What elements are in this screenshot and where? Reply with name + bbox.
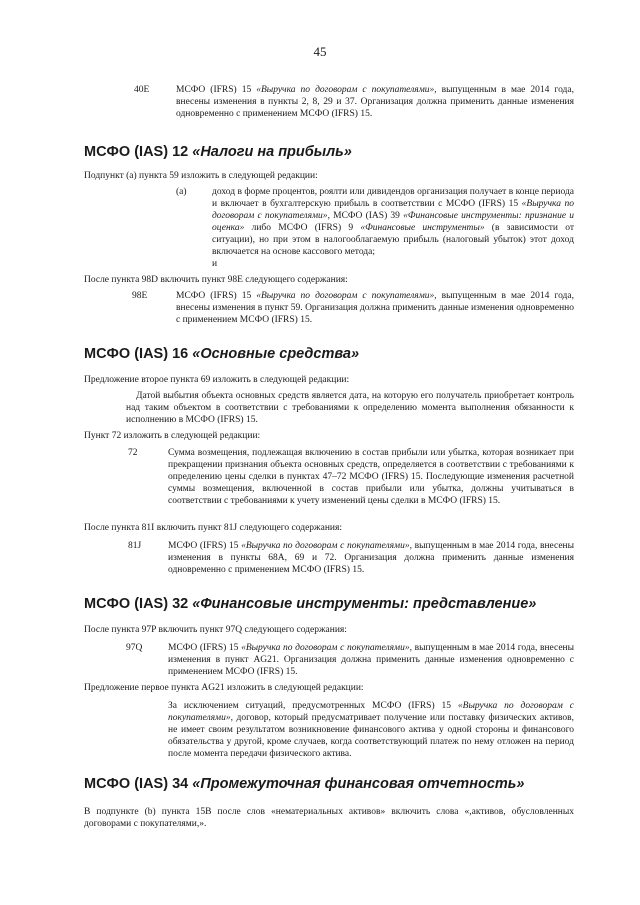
instruction-ias32-ag21: Предложение первое пункта AG21 изложить в следующей редакции: <box>84 683 364 693</box>
paragraph-81j <box>168 540 574 576</box>
paragraph-72: Сумма возмещения, подлежащая включению в состав прибыли или убытка, которая возникает при прекращении признания объекта основных средств, определяется в соответствии с требованиями к определению цены сделки в пунктах 47–72 МСФО (IFRS) 15. Последующие изменения расчетной суммы возмещения, включенной в состав прибыли или убытка, должны учитываться в соответствии с требованиями к учету изменений цены сделки в МСФО (IFRS) 15. <box>168 448 574 506</box>
p40e-standard-title: «Выручка по договорам с покупателями» <box>256 85 435 95</box>
heading-ias16-title: «Основные средства» <box>192 346 360 362</box>
instruction-ias16-72: Пункт 72 изложить в следующей редакции: <box>84 431 261 441</box>
ag21-standard-title: «Выручка по договорам с покупателями» <box>168 701 574 723</box>
instruction-ias16-81j: После пункта 81I включить пункт 81J следующего содержания: <box>84 523 343 533</box>
paragraph-97q <box>168 642 574 678</box>
p59a-ifrs9-title: «Финансовые инструменты» <box>360 223 485 233</box>
section-heading-ias34 <box>84 776 604 792</box>
paragraph-98e <box>176 290 574 326</box>
heading-ias34-title: «Промежуточная финансовая отчетность» <box>192 776 525 792</box>
p97q-text-1: МСФО (IFRS) 15 <box>168 643 242 653</box>
page-number: 45 <box>313 44 327 59</box>
p59a-text-1: доход в форме процентов, роялти или дивидендов организация получает в конце периода и включает в бухгалтерскую прибыль в соответствии с МСФО (IFRS) 15 <box>212 187 574 209</box>
ag21-text-1: За исключением ситуаций, предусмотренных МСФО (IFRS) 15 <box>168 701 458 711</box>
heading-ias16-number: МСФО (IAS) 16 <box>84 346 193 362</box>
subparagraph-59a <box>212 186 574 258</box>
p97q-text-2: , выпущенным в мае 2014 года, внесены изменения в пункт AG21. Организация должна применить данные изменения одновременно с применением МСФО (IFRS) 15. <box>168 643 575 677</box>
paragraph-label-72: 72 <box>128 448 138 458</box>
p81j-standard-title: «Выручка по договорам с покупателями» <box>241 541 410 551</box>
p97q-standard-title: «Выручка по договорам с покупателями» <box>241 643 410 653</box>
p59a-ifrs15-title: «Выручка по договорам с покупателями» <box>212 199 574 221</box>
instruction-ias32-97q: После пункта 97P включить пункт 97Q следующего содержания: <box>84 625 347 635</box>
section-heading-ias32 <box>84 596 604 612</box>
p81j-text-1: МСФО (IFRS) 15 <box>168 541 242 551</box>
paragraph-label-81j: 81J <box>128 541 142 551</box>
heading-ias12-number: МСФО (IAS) 12 <box>84 144 193 160</box>
p59a-text-3: либо МСФО (IFRS) 9 <box>244 223 361 233</box>
p59a-ias39-title: «Финансовые инструменты: признание и оценка» <box>212 211 574 233</box>
p98e-text-2: , выпущенным в мае 2014 года, внесены изменения в пункт 59. Организация должна применить данные изменения одновременно с применением МСФО (IFRS) 15. <box>176 291 574 325</box>
p59a-text-4: (в зависимости от ситуации), но при этом в налогооблагаемую прибыль (налоговый убыток) этот доход включается на основе кассового метода; <box>212 223 574 257</box>
p98e-standard-title: «Выручка по договорам с покупателями» <box>256 291 435 301</box>
paragraph-label-40e: 40E <box>134 85 150 95</box>
paragraph-ias34-15b: В подпункте (b) пункта 15B после слов «нематериальных активов» включить слова «,активов, обусловленных договорами с покупателями,». <box>84 807 574 829</box>
section-heading-ias12 <box>84 144 604 160</box>
instruction-ias16-69: Предложение второе пункта 69 изложить в следующей редакции: <box>84 375 350 385</box>
conjunction-and: и <box>212 259 218 269</box>
heading-ias32-number: МСФО (IAS) 32 <box>84 596 193 612</box>
instruction-ias12-59a: Подпункт (a) пункта 59 изложить в следующей редакции: <box>84 171 318 181</box>
p59a-text-2: , МСФО (IAS) 39 <box>327 211 404 221</box>
p40e-text-1: МСФО (IFRS) 15 <box>176 85 257 95</box>
paragraph-label-97q: 97Q <box>126 643 143 653</box>
p98e-text-1: МСФО (IFRS) 15 <box>176 291 257 301</box>
p81j-text-2: , выпущенным в мае 2014 года, внесены изменения в пункты 68A, 69 и 72. Организация должна применить данные изменения одновременно с применением МСФО (IFRS) 15. <box>168 541 575 575</box>
subparagraph-label-a: (a) <box>176 187 187 197</box>
paragraph-69: Датой выбытия объекта основных средств является дата, на которую его получатель приобретает контроль над таким объектом в соответствии с требованиями к определению момента выполнения обязанности к исполнению в МСФО (IFRS) 15. <box>126 391 574 425</box>
paragraph-40e <box>176 84 574 120</box>
ag21-text-2: , договор, который предусматривает получение или поставку физических активов, не имеет своим результатом возникновение финансового актива у одной стороны и финансового обязательства у другой, кроме случаев, когда соответствующий платеж по нему отложен на период после момента передачи физического актива. <box>168 713 574 759</box>
heading-ias32-title: «Финансовые инструменты: представление» <box>192 596 537 612</box>
paragraph-label-98e: 98E <box>132 291 148 301</box>
paragraph-ag21 <box>168 700 574 760</box>
p40e-text-2: , выпущенным в мае 2014 года, внесены изменения в пункты 2, 8, 29 и 37. Организация должна применить данные изменения одновременно с применением МСФО (IFRS) 15. <box>176 85 574 119</box>
heading-ias34-number: МСФО (IAS) 34 <box>84 776 193 792</box>
instruction-ias12-98e: После пункта 98D включить пункт 98E следующего содержания: <box>84 275 348 285</box>
section-heading-ias16 <box>84 346 604 362</box>
heading-ias12-title: «Налоги на прибыль» <box>192 144 352 160</box>
